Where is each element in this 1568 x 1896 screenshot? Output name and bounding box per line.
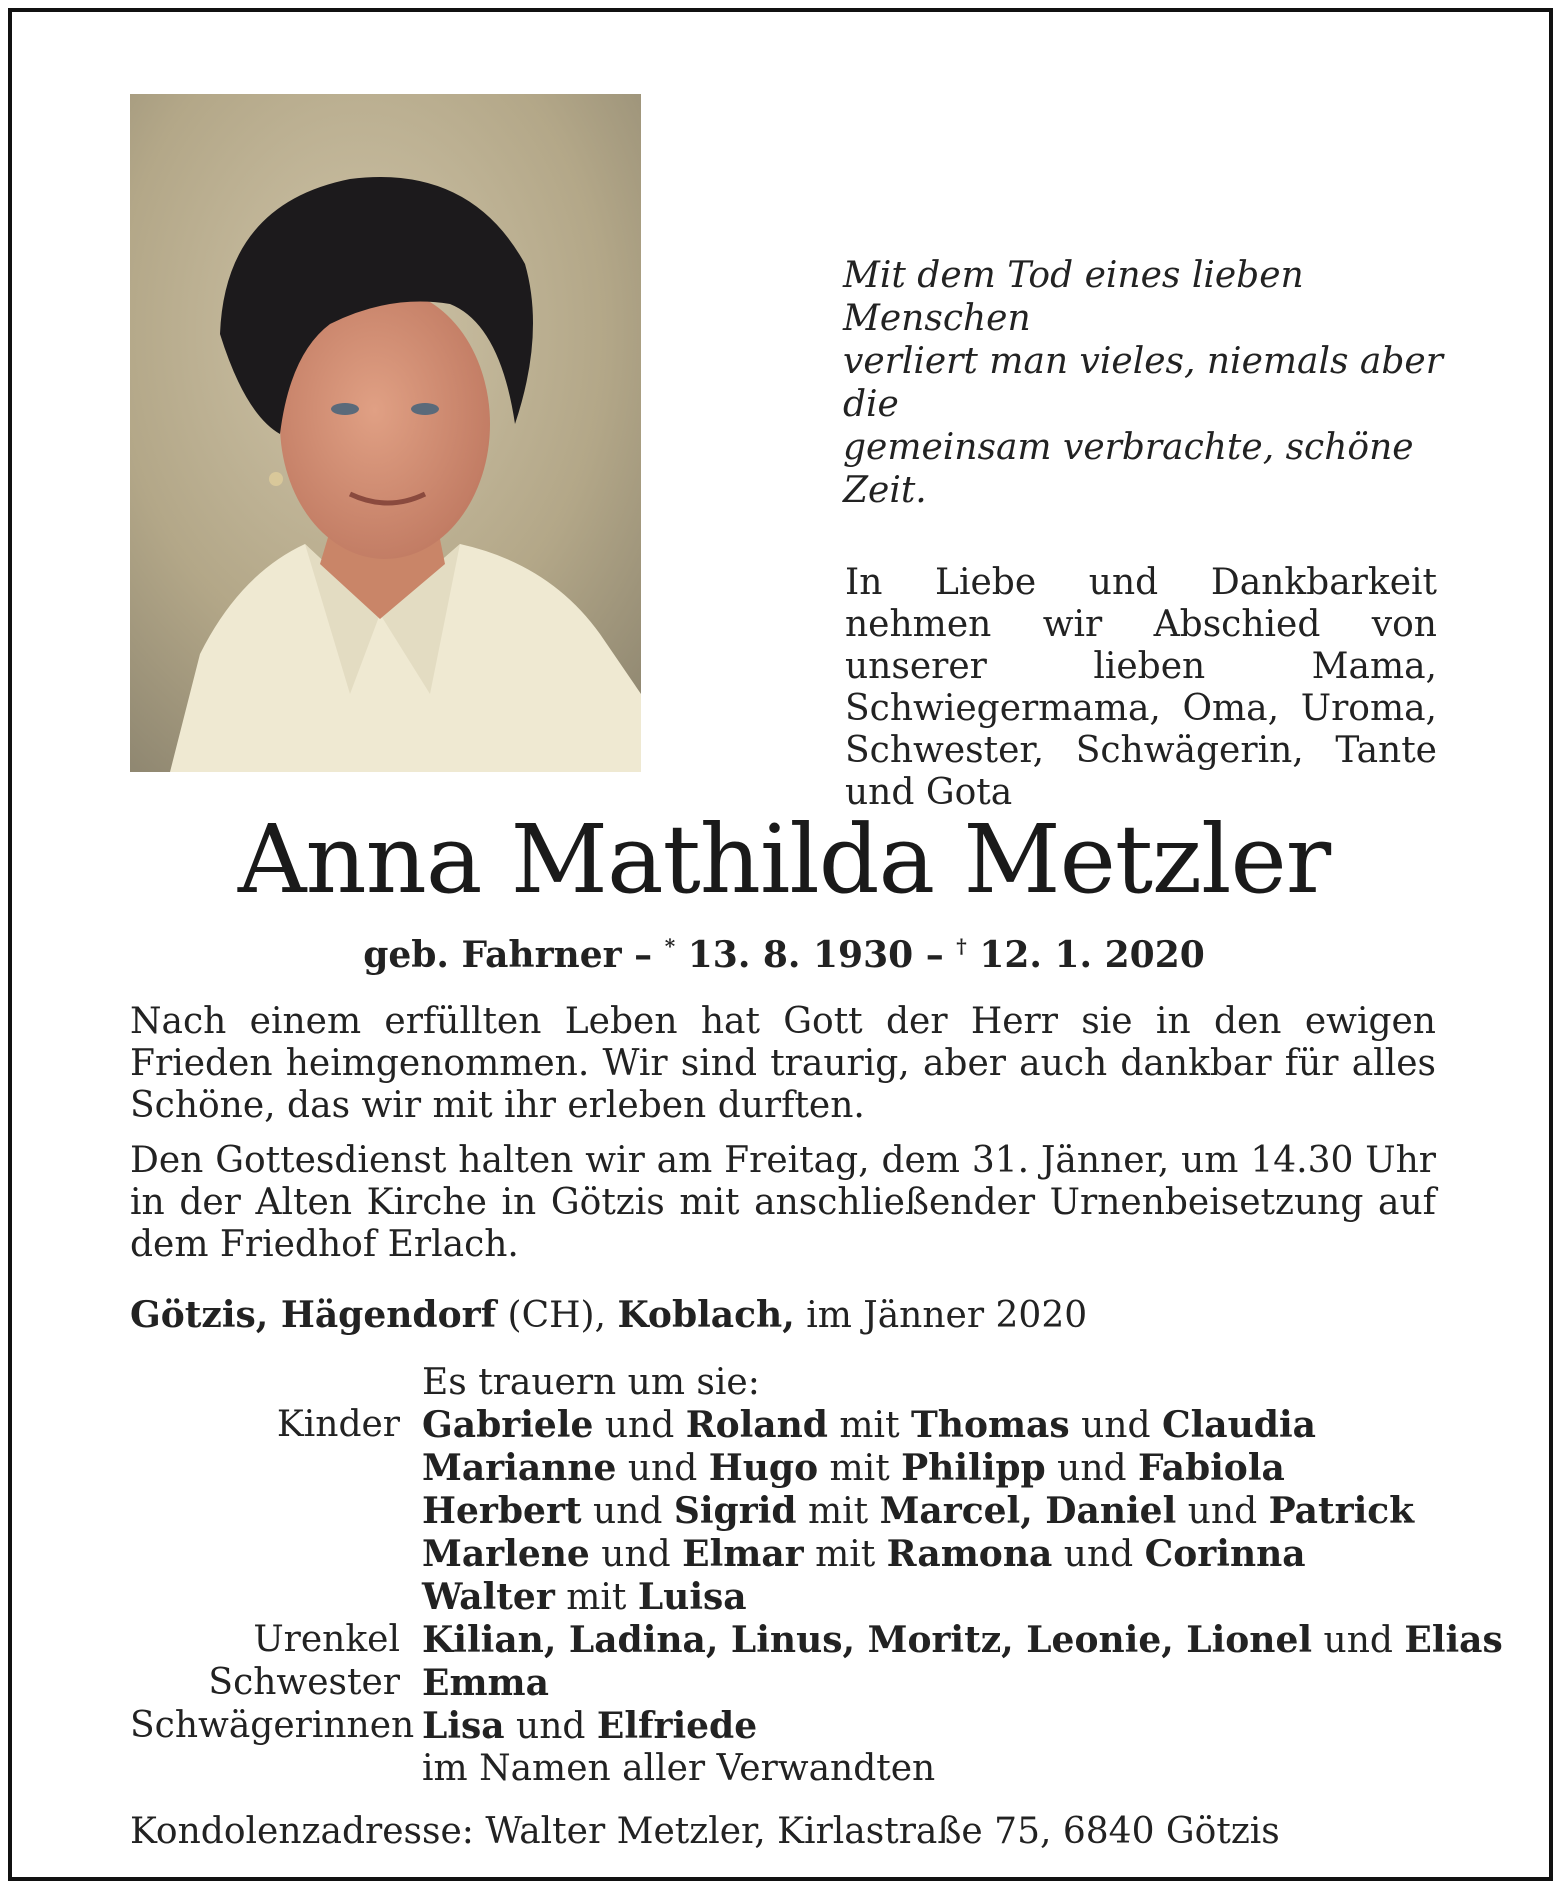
mourners-closing: im Namen aller Verwandten (422, 1748, 936, 1789)
mourner-names (422, 1705, 1480, 1748)
portrait-photo (130, 94, 641, 772)
birth-name: geb. Fahrner (363, 934, 622, 976)
relation-label: Kinder (276, 1404, 400, 1445)
mourner-name: Elmar (682, 1533, 804, 1575)
mourner-name: Elfriede (596, 1705, 758, 1747)
mourner-name: Roland (685, 1404, 828, 1446)
mourner-name: Kilian, Ladina, Linus, Moritz, Leonie, Lionel (422, 1619, 1313, 1661)
relation-label: Schwester (208, 1662, 400, 1703)
relation-label: Schwägerinnen (130, 1705, 415, 1746)
connector-text: mit (796, 1491, 880, 1532)
mourner-names (422, 1404, 1480, 1447)
connector-text: mit (827, 1405, 911, 1446)
memorial-quote (843, 254, 1463, 512)
connector-text: mit (554, 1577, 638, 1618)
quote-line: verliert man vieles, niemals aber die (843, 341, 1443, 425)
connector-text: und (616, 1448, 709, 1489)
mourner-name: Fabiola (1138, 1447, 1285, 1489)
birth-date: 13. 8. 1930 (687, 934, 914, 976)
mourners-heading: Es trauern um sie: (422, 1362, 760, 1403)
farewell-intro: In Liebe und Dankbarkeit nehmen wir Abschied von unserer lieben Mama, Schwiegermama, Oma, Uroma, Schwester, Schwägerin, Tante und Gota (845, 562, 1437, 813)
condolence-address: Kondolenzadresse: Walter Metzler, Kirlastraße 75, 6840 Götzis (130, 1811, 1280, 1852)
mourner-row-kinder (130, 1533, 1480, 1576)
mourner-row-schwester (130, 1662, 1480, 1705)
connector-text: und (1176, 1491, 1269, 1532)
quote-line: gemeinsam verbrachte, schöne Zeit. (843, 427, 1414, 511)
mourner-names (422, 1662, 1480, 1705)
connector-text: und (1045, 1448, 1139, 1489)
connector-text: mit (818, 1448, 902, 1489)
mourner-name: Corinna (1144, 1533, 1306, 1575)
deceased-name: Anna Mathilda Metzler (237, 805, 1331, 915)
connector-text: und (1312, 1620, 1405, 1661)
mourner-names (422, 1447, 1480, 1490)
mourner-name: Marianne (422, 1447, 617, 1489)
mourner-row-urenkel (130, 1619, 1503, 1662)
death-symbol: † (956, 934, 967, 958)
mourner-row-kinder (130, 1404, 1480, 1447)
mourner-row-kinder (130, 1490, 1480, 1533)
mourners-heading-row (130, 1362, 1480, 1404)
mourner-names (422, 1490, 1480, 1533)
mourner-name: Elias (1404, 1619, 1503, 1661)
mourner-name: Marcel, Daniel (879, 1490, 1177, 1532)
birth-symbol: * (664, 934, 676, 958)
mourner-name: Marlene (422, 1533, 590, 1575)
mourner-name: Claudia (1161, 1404, 1316, 1446)
mourner-name: Gabriele (422, 1404, 594, 1446)
mourner-name: Emma (422, 1662, 549, 1704)
mourner-name: Sigrid (673, 1490, 797, 1532)
connector-text: und (1052, 1534, 1145, 1575)
mourner-row-kinder (130, 1576, 1480, 1619)
mourner-row-schwaegerinnen (130, 1705, 1480, 1748)
mourner-name: Patrick (1268, 1490, 1415, 1532)
mourner-names (422, 1533, 1480, 1576)
mourners-list (130, 1362, 1503, 1790)
death-date: 12. 1. 2020 (979, 934, 1205, 976)
connector-text: und (504, 1706, 597, 1747)
mourner-name: Ramona (886, 1533, 1053, 1575)
mourner-names (422, 1576, 1480, 1619)
mourner-name: Herbert (422, 1490, 582, 1532)
place-bold: Koblach, (617, 1294, 795, 1336)
dash-separator: – (925, 934, 944, 976)
dash-separator: – (634, 934, 653, 976)
mourner-row-kinder (130, 1447, 1480, 1490)
mourner-name: Hugo (708, 1447, 819, 1489)
place-date-line (130, 1294, 1087, 1337)
place-normal: im Jänner 2020 (794, 1295, 1088, 1336)
mourner-names (422, 1619, 1503, 1662)
mourner-name: Thomas (910, 1404, 1070, 1446)
mourner-name: Luisa (637, 1576, 747, 1618)
mourner-name: Lisa (422, 1705, 505, 1747)
connector-text: und (1069, 1405, 1162, 1446)
mourner-name: Philipp (901, 1447, 1046, 1489)
mourners-closing-row (130, 1748, 1480, 1790)
mourner-name: Walter (422, 1576, 555, 1618)
place-bold: Götzis, Hägendorf (130, 1294, 497, 1336)
funeral-service-paragraph: Den Gottesdienst halten wir am Freitag, dem 31. Jänner, um 14.30 Uhr in der Alten Kirche in Götzis mit anschließender Urnenbeisetzung auf dem Friedhof Erlach. (130, 1140, 1436, 1265)
life-dates (0, 925, 1568, 976)
connector-text: und (589, 1534, 683, 1575)
quote-line: Mit dem Tod eines lieben Menschen (843, 255, 1304, 339)
relation-label: Urenkel (253, 1619, 400, 1660)
place-normal: (CH), (496, 1295, 618, 1336)
obituary-paragraph: Nach einem erfüllten Leben hat Gott der Herr sie in den ewigen Frieden heimgenommen. Wir sind traurig, aber auch dankbar für alles Schöne, das wir mit ihr erleben durften. (130, 1001, 1436, 1126)
connector-text: und (593, 1405, 686, 1446)
connector-text: mit (803, 1534, 887, 1575)
connector-text: und (581, 1491, 674, 1532)
